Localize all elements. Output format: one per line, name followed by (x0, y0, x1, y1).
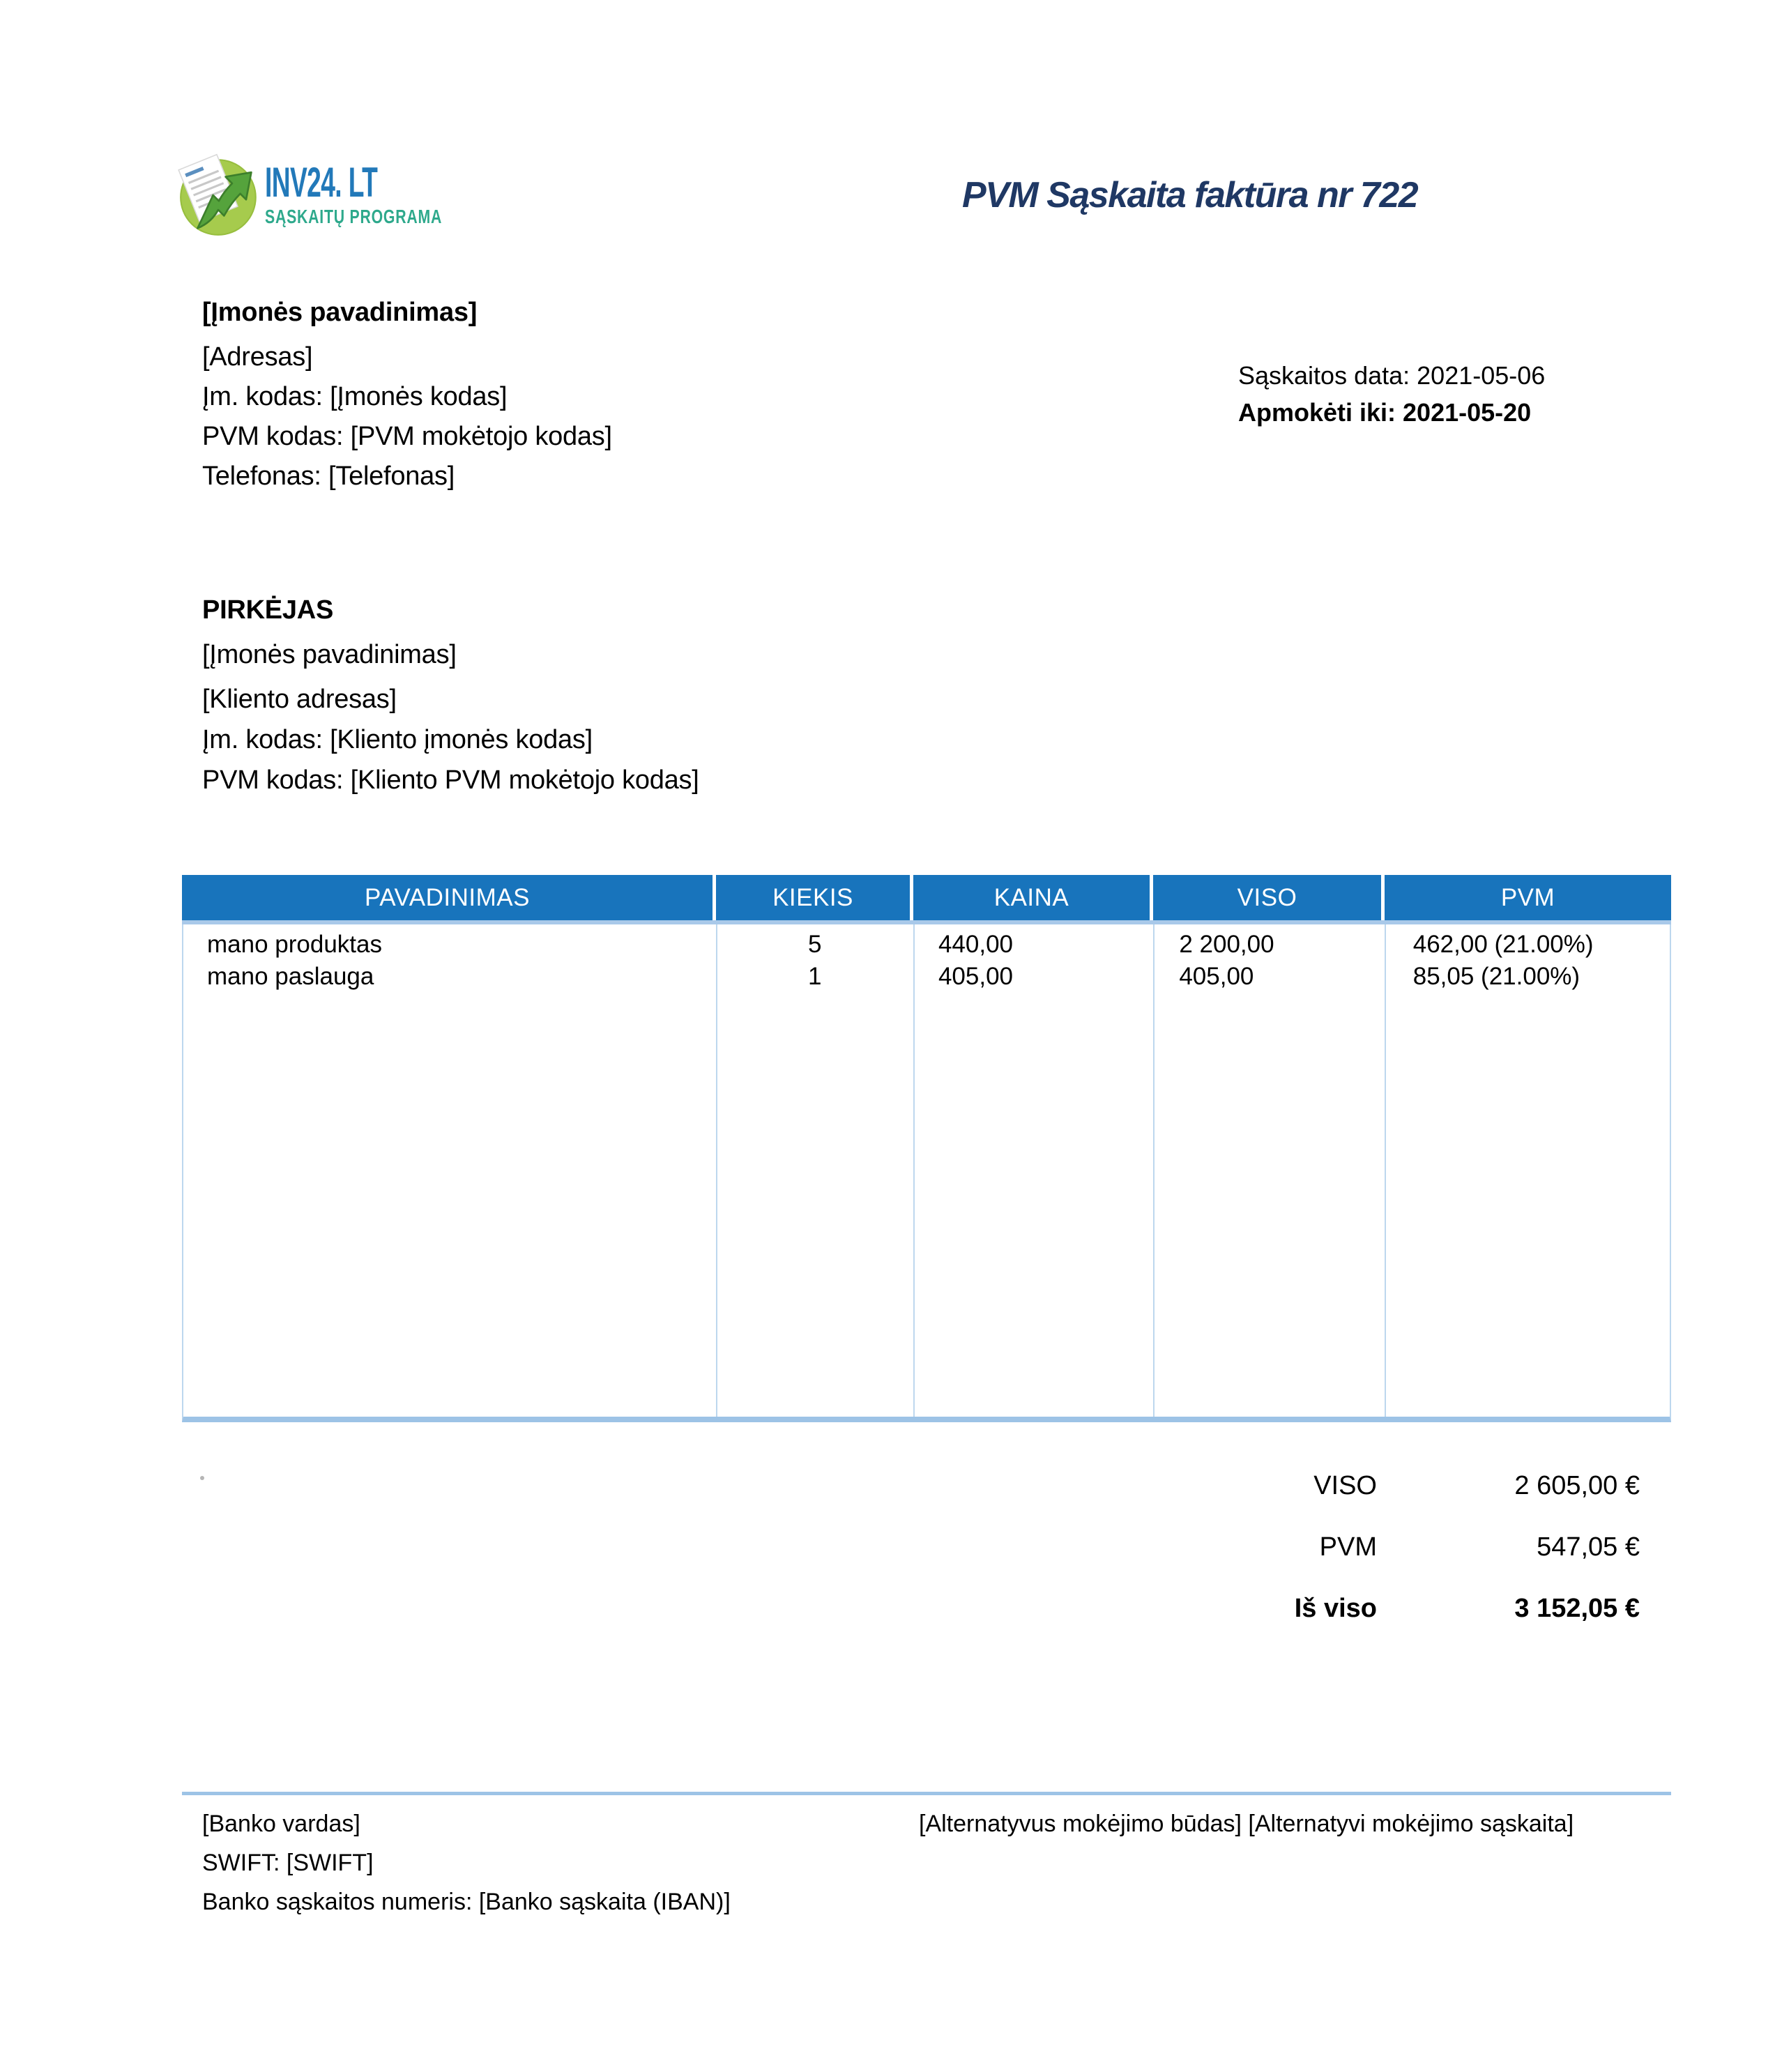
column-header-pvm: PVM (1500, 884, 1555, 911)
brand-text (265, 159, 498, 227)
invoice-date: Sąskaitos data: 2021-05-06 (1238, 361, 1546, 390)
table-cell: 440,00 (938, 931, 1014, 958)
brand-name: INV24. LT (265, 159, 378, 206)
table-row (183, 961, 1670, 993)
stray-dot (200, 1476, 204, 1480)
invoice-title: PVM Sąskaita faktūra nr 722 (962, 175, 1418, 215)
seller-phone: Telefonas: [Telefonas] (202, 462, 455, 491)
grand-total-label: Iš viso (1294, 1594, 1377, 1623)
total-label: VISO (1313, 1471, 1377, 1500)
buyer-block (202, 590, 699, 800)
grand-total-value: 3 152,05 € (1514, 1594, 1640, 1623)
bank-iban: Banko sąskaitos numeris: [Banko sąskaita (IBAN)] (202, 1889, 731, 1915)
table-cell: 405,00 (938, 963, 1014, 990)
seller-name: [Įmonės pavadinimas] (202, 298, 478, 327)
column-divider (913, 924, 915, 1417)
total-row-viso (182, 1471, 1640, 1532)
total-value: 547,05 € (1537, 1532, 1640, 1562)
table-body (182, 924, 1671, 1422)
total-value: 2 605,00 € (1514, 1471, 1640, 1500)
table-cell: 1 (808, 963, 822, 990)
totals-block (182, 1471, 1640, 1655)
column-divider (1385, 924, 1386, 1417)
total-label: PVM (1319, 1532, 1377, 1562)
bank-swift: SWIFT: [SWIFT] (202, 1850, 374, 1876)
column-header-viso: VISO (1153, 875, 1385, 920)
column-header-pavadinimas: PAVADINIMAS (182, 875, 716, 920)
brand-logo-graphic (177, 156, 261, 237)
column-divider (1153, 924, 1155, 1417)
table-cell: 462,00 (21.00%) (1412, 931, 1594, 958)
seller-block (202, 293, 612, 496)
column-header-kiekis: KIEKIS (716, 875, 913, 920)
invoice-meta (1238, 357, 1545, 431)
seller-vat-code: PVM kodas: [PVM mokėtojo kodas] (202, 422, 612, 451)
column-header-kaina: KAINA (913, 875, 1153, 920)
buyer-company-code: Įm. kodas: [Kliento įmonės kodas] (202, 725, 593, 754)
buyer-address: [Kliento adresas] (202, 685, 397, 714)
bank-details-block (202, 1804, 731, 1921)
due-date: Apmokėti iki: 2021-05-20 (1238, 398, 1532, 427)
seller-address: [Adresas] (202, 342, 313, 372)
table-cell: 2 200,00 (1179, 931, 1274, 958)
alternative-payment: [Alternatyvus mokėjimo būdas] [Alternatyvi mokėjimo sąskaita] (919, 1811, 1574, 1837)
table-cell: 405,00 (1179, 963, 1254, 990)
total-row-grand (182, 1594, 1640, 1655)
buyer-vat-code: PVM kodas: [Kliento PVM mokėtojo kodas] (202, 765, 699, 795)
table-cell: 85,05 (21.00%) (1412, 963, 1580, 990)
table-row (183, 929, 1670, 961)
bank-name: [Banko vardas] (202, 1811, 360, 1837)
buyer-heading: PIRKĖJAS (202, 595, 334, 625)
buyer-name: [Įmonės pavadinimas] (202, 640, 457, 669)
footer-divider (182, 1792, 1671, 1795)
seller-company-code: Įm. kodas: [Įmonės kodas] (202, 382, 508, 411)
brand-tagline: SĄSKAITŲ PROGRAMA (265, 206, 443, 227)
column-divider (716, 924, 717, 1417)
total-row-pvm (182, 1532, 1640, 1594)
table-cell: mano produktas (207, 931, 382, 958)
table-header-row (182, 875, 1671, 920)
items-table (182, 875, 1671, 1422)
table-cell: mano paslauga (207, 963, 374, 990)
table-cell: 5 (808, 931, 822, 958)
